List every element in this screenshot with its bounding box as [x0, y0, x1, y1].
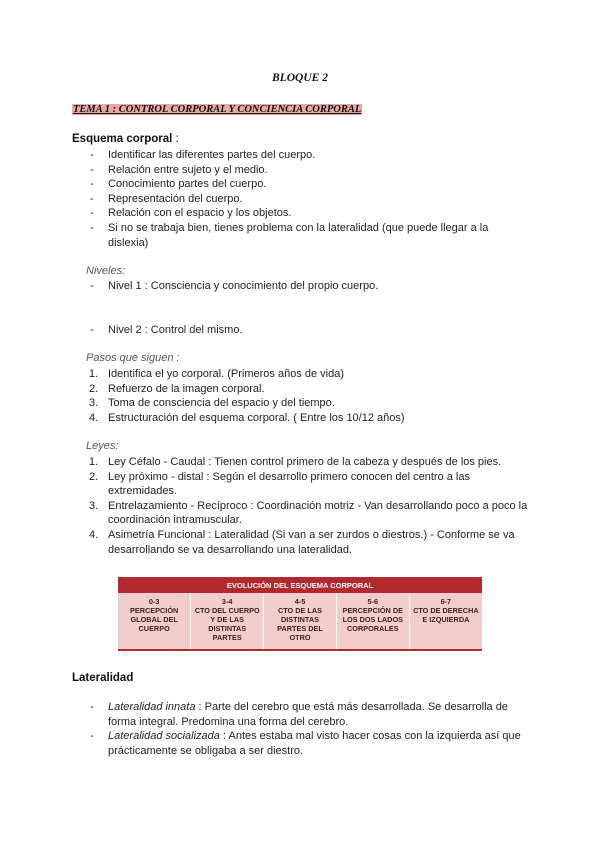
list-item	[72, 700, 528, 729]
item-text: Entrelazamiento - Recíproco : Coordinación motriz - Van desarrollando poco a poco la coordinación intramuscular.	[108, 499, 528, 527]
list-item: - Relación con el espacio y los objetos.	[72, 206, 512, 221]
list-item	[72, 729, 528, 758]
cell-age: 6-7	[440, 597, 452, 606]
item-number: 2.	[89, 382, 99, 395]
cell-desc: PERCEPCIÓN DE LOS DOS LADOS CORPORALES	[342, 606, 403, 633]
list-item	[72, 470, 528, 499]
list-item: - Si no se trabaja bien, tienes problema con la lateralidad (que puede llegar a la dislexia)	[72, 221, 512, 250]
item-number: 1.	[89, 368, 99, 380]
leyes-heading: Leyes:	[86, 440, 119, 452]
niveles-heading: Niveles:	[86, 265, 126, 277]
item-number: 4.	[89, 528, 99, 541]
esquema-heading	[72, 133, 179, 145]
table-cell	[409, 593, 482, 650]
table-cell	[191, 593, 264, 650]
niveles-list-1	[72, 279, 512, 294]
list-item	[72, 499, 528, 528]
pasos-list	[72, 367, 512, 425]
cell-age: 5-6	[367, 597, 379, 606]
table-cell	[264, 593, 337, 650]
list-item: - Nivel 2 : Control del mismo.	[72, 323, 512, 338]
lateralidad-list	[72, 700, 528, 758]
cell-desc: PERCEPCIÓN GLOBAL DEL CUERPO	[130, 606, 179, 633]
term: Lateralidad socializada	[108, 730, 220, 743]
item-text: : Antes estaba mal visto hacer cosas con la izquierda así que prácticamente se obligaba a ser diestro.	[108, 730, 521, 757]
pasos-heading: Pasos que siguen :	[86, 352, 180, 364]
table-header: EVOLUCIÓN DEL ESQUEMA CORPORAL	[118, 577, 482, 593]
item-number: 3.	[89, 397, 99, 410]
evolucion-table	[118, 577, 482, 651]
item-text: Estructuración del esquema corporal. ( Entre los 10/12 años)	[108, 411, 405, 424]
item-number: 3.	[89, 499, 99, 512]
list-item	[72, 411, 512, 426]
item-text: : Parte del cerebro que está más desarrollada. Se desarrolla de forma integral. Predomina una forma del cerebro.	[108, 701, 508, 728]
lateralidad-heading	[72, 672, 133, 684]
cell-age: 3-4	[221, 597, 233, 606]
item-text: Ley próximo - distal : Según el desarrollo primero conocen del centro a las extremidades.	[108, 470, 470, 498]
cell-age: 0-3	[148, 597, 160, 606]
item-text: Ley Céfalo - Caudal : Tienen control primero de la cabeza y después de los pies.	[108, 456, 502, 468]
item-number: 4.	[89, 411, 99, 424]
table-cell	[118, 593, 191, 650]
leyes-list	[72, 455, 528, 557]
esquema-heading-suffix: :	[172, 133, 179, 145]
list-item	[72, 455, 528, 470]
list-item: - Representación del cuerpo.	[72, 192, 512, 207]
cell-age: 4-5	[294, 597, 306, 606]
item-number: 2.	[89, 470, 99, 483]
tema-heading: TEMA 1 : CONTROL CORPORAL Y CONCIENCIA CORPORAL	[73, 104, 362, 115]
item-text: Toma de consciencia del espacio y del tiempo.	[108, 397, 335, 410]
page-title: BLOQUE 2	[272, 72, 328, 84]
esquema-list	[72, 148, 512, 250]
esquema-heading-label: Esquema corporal	[72, 133, 173, 145]
list-item: - Conocimiento partes del cuerpo.	[72, 177, 512, 192]
list-item	[72, 528, 528, 557]
list-item: - Nivel 1 : Consciencia y conocimiento del propio cuerpo.	[72, 279, 512, 294]
table-cell	[336, 593, 409, 650]
list-item	[72, 396, 512, 411]
cell-desc: CTO DEL CUERPO Y DE LAS DISTINTAS PARTES	[194, 606, 260, 642]
niveles-list-2	[72, 323, 512, 338]
list-item: - Identificar las diferentes partes del cuerpo.	[72, 148, 512, 163]
cell-desc: CTO DE DERECHA E IZQUIERDA	[413, 606, 479, 624]
item-text: Refuerzo de la imagen corporal.	[108, 382, 265, 395]
list-item	[72, 367, 512, 382]
list-item	[72, 382, 512, 397]
item-text: Asimetría Funcional : Lateralidad (Si van a ser zurdos o diestros.) - Conforme se va desarrollando se va desarrollando una lateralidad.	[108, 528, 515, 556]
list-item: - Relación entre sujeto y el medio.	[72, 163, 512, 178]
item-text: Identifica el yo corporal. (Primeros años de vida)	[108, 368, 344, 380]
cell-desc: CTO DE LAS DISTINTAS PARTES DEL OTRO	[277, 606, 323, 642]
item-number: 1.	[89, 456, 99, 468]
term: Lateralidad innata	[108, 701, 196, 713]
lateralidad-heading-label: Lateralidad	[72, 672, 134, 684]
